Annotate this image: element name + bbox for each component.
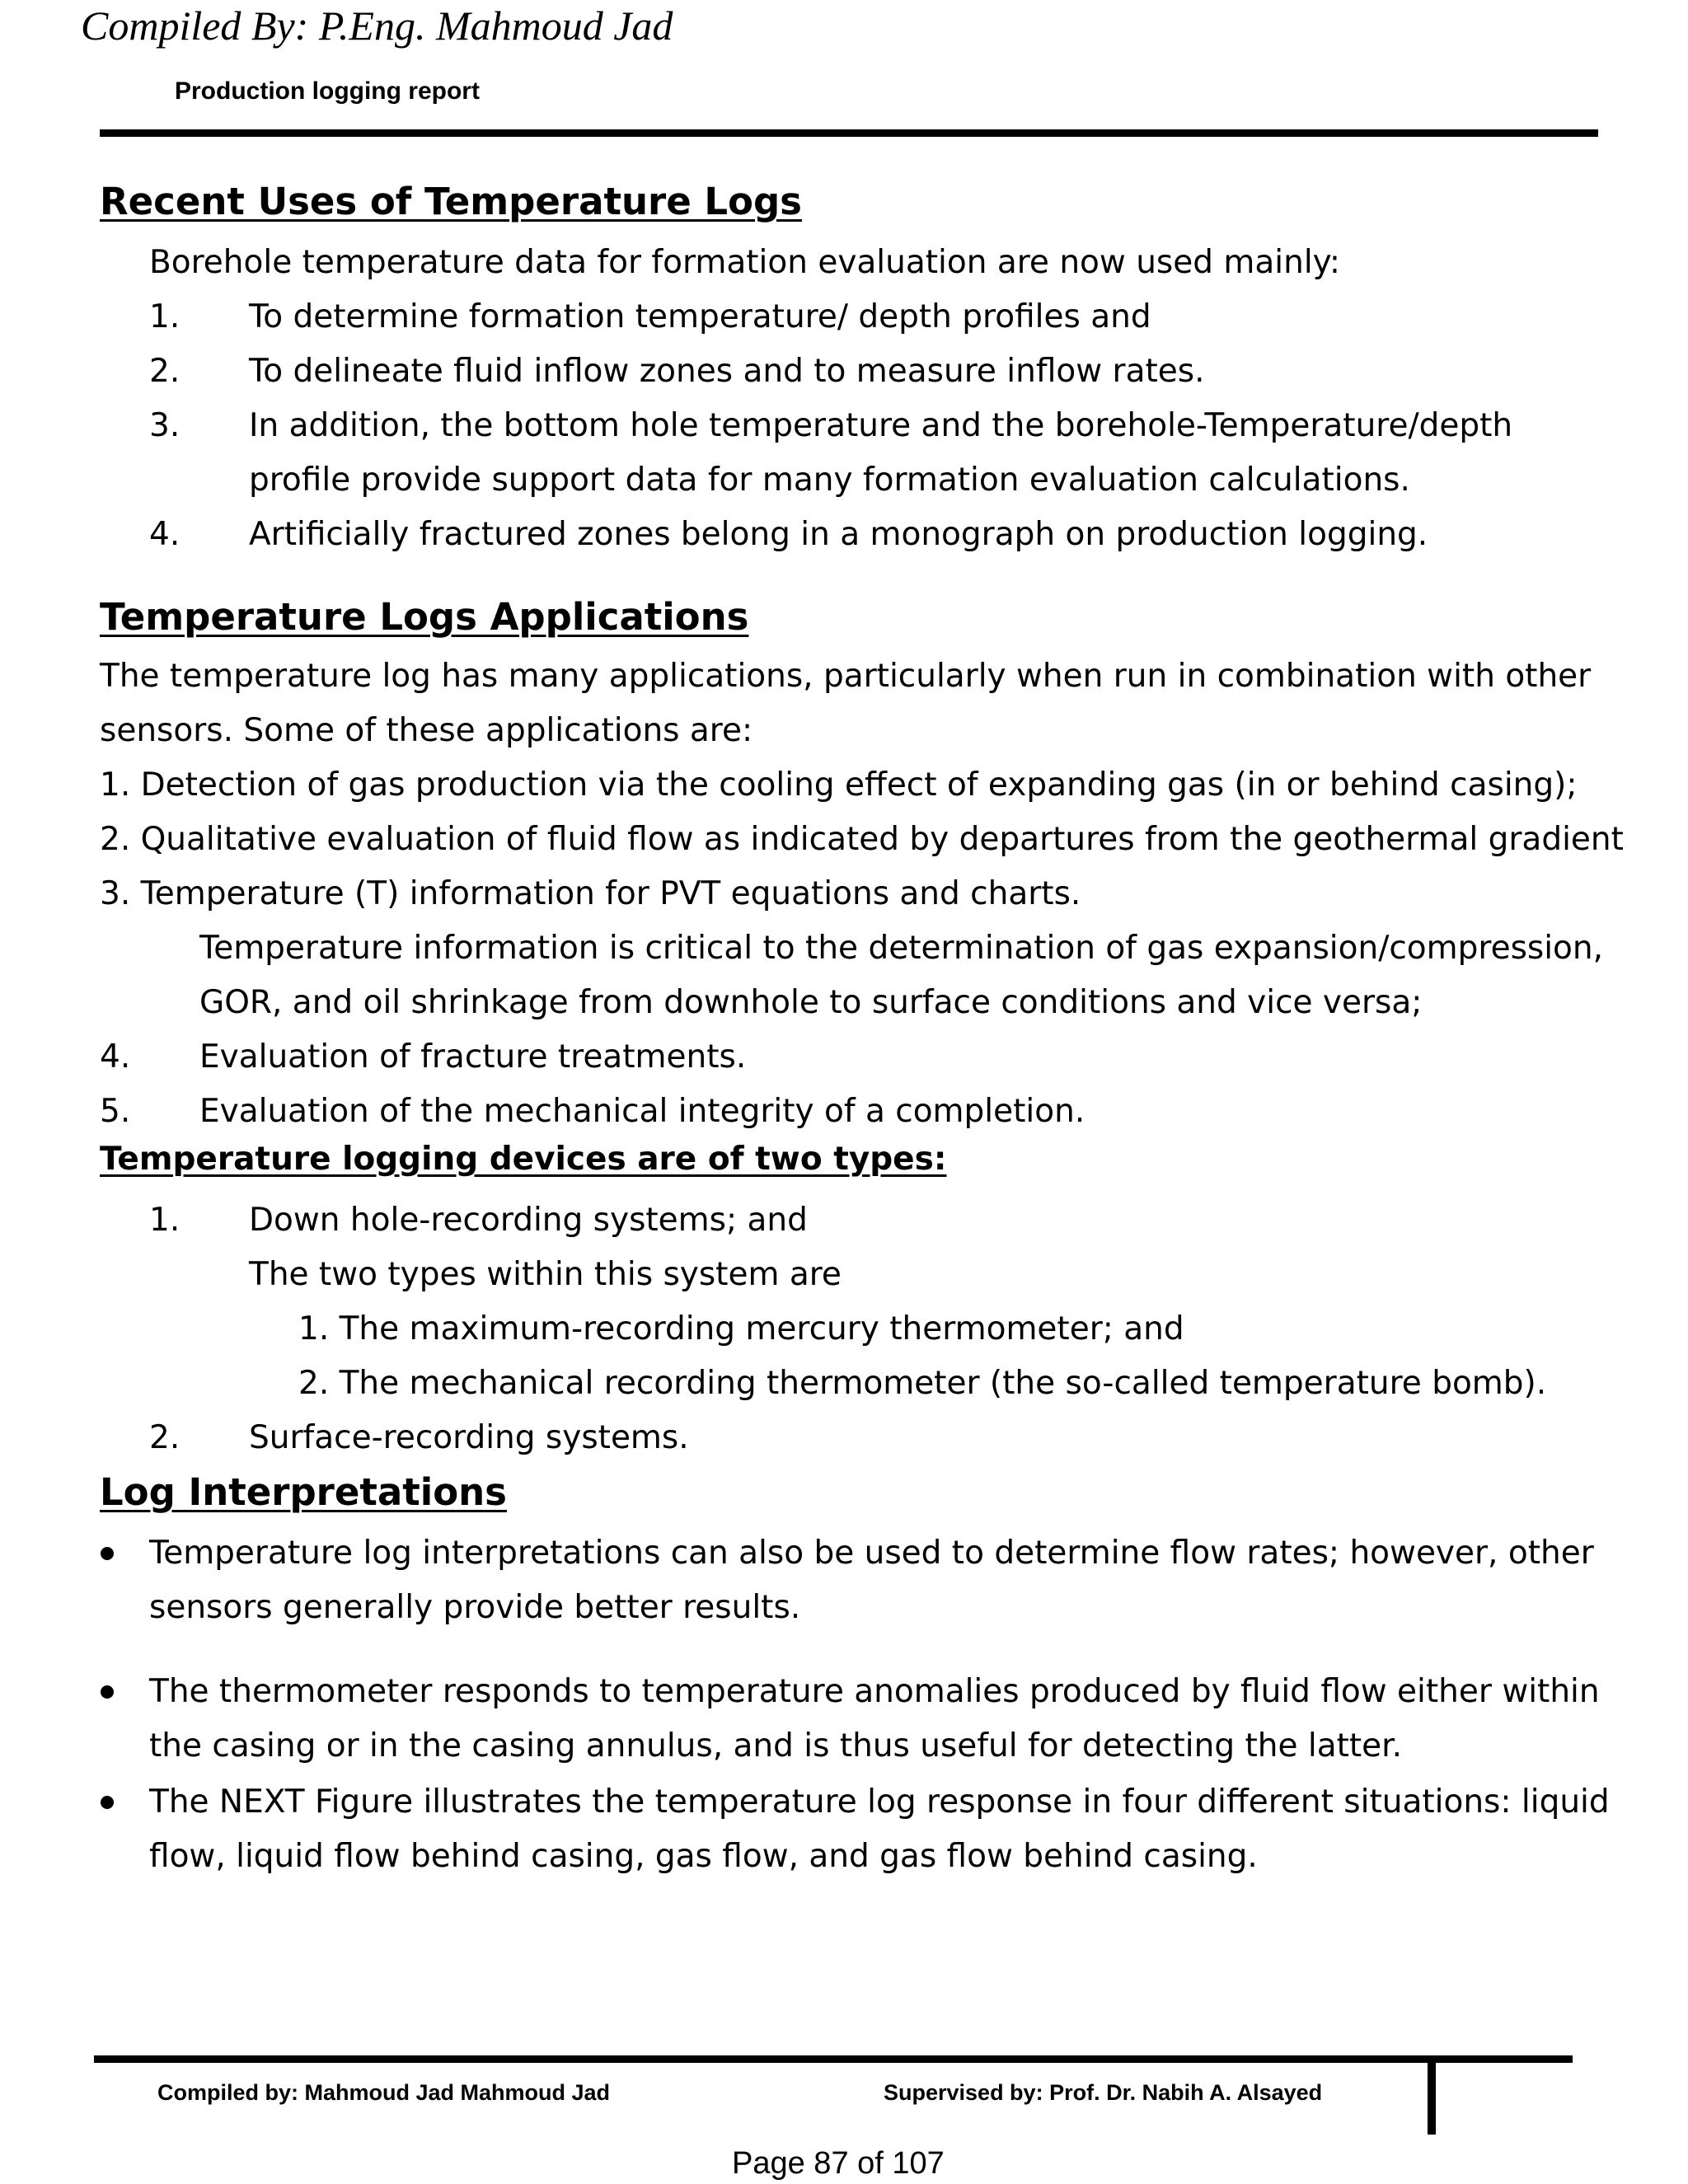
footer-supervised: Supervised by: Prof. Dr. Nabih A. Alsayed	[884, 2080, 1323, 2105]
applications-heading: Temperature Logs Applications	[100, 595, 749, 639]
applications-item-num: 5.	[100, 1093, 131, 1130]
devices-subitem: 2. The mechanical recording thermometer (the so-called temperature bomb).	[298, 1365, 1547, 1402]
applications-item-text: Evaluation of fracture treatments.	[199, 1038, 747, 1076]
recent-item-text: To delineate fluid inflow zones and to measure inflow rates.	[249, 353, 1205, 390]
applications-intro: The temperature log has many applications, particularly when run in combination with other	[100, 658, 1592, 695]
recent-item-num: 1.	[149, 298, 181, 335]
applications-item-text: Evaluation of the mechanical integrity of a completion.	[199, 1093, 1085, 1130]
footer-compiled: Compiled by: Mahmoud Jad Mahmoud Jad	[157, 2080, 611, 2105]
devices-item-text: Surface-recording systems.	[249, 1419, 689, 1456]
recent-item-text: Artificially fractured zones belong in a monograph on production logging.	[249, 516, 1428, 553]
devices-item-text: Down hole-recording systems; and	[249, 1202, 808, 1239]
applications-item: 2. Qualitative evaluation of fluid flow as indicated by departures from the geothermal gradient	[100, 821, 1624, 858]
applications-item: 1. Detection of gas production via the cooling effect of expanding gas (in or behind casing);	[100, 766, 1578, 804]
header-rule	[100, 129, 1598, 137]
recent-uses-heading: Recent Uses of Temperature Logs	[100, 180, 802, 223]
applications-note: Temperature information is critical to the determination of gas expansion/compression,	[199, 930, 1604, 967]
devices-item-num: 1.	[149, 1202, 181, 1239]
header-subtitle: Production logging report	[175, 77, 480, 105]
interpretations-heading: Log Interpretations	[100, 1470, 507, 1514]
recent-item-text-cont: profile provide support data for many formation evaluation calculations.	[249, 462, 1410, 499]
applications-note-cont: GOR, and oil shrinkage from downhole to surface conditions and vice versa;	[199, 984, 1423, 1021]
interpretation-bullet-text: The NEXT Figure illustrates the temperature log response in four different situations: liquid	[149, 1783, 1610, 1821]
recent-item-num: 3.	[149, 407, 181, 444]
header-compiled-by: Compiled By: P.Eng. Mahmoud Jad	[81, 2, 673, 49]
interpretation-bullet-text-cont: the casing or in the casing annulus, and is thus useful for detecting the latter.	[149, 1727, 1403, 1765]
recent-item-text: In addition, the bottom hole temperature and the borehole-Temperature/depth	[249, 407, 1513, 444]
recent-item-text: To determine formation temperature/ depth profiles and	[249, 298, 1151, 335]
recent-uses-intro: Borehole temperature data for formation evaluation are now used mainly:	[149, 244, 1341, 281]
interpretation-bullet-text-cont: sensors generally provide better results.	[149, 1589, 801, 1626]
bullet-icon	[101, 1796, 114, 1809]
recent-item-num: 2.	[149, 353, 181, 390]
applications-item-num: 4.	[100, 1038, 131, 1076]
footer-rule-vertical	[1428, 2060, 1436, 2135]
recent-item-num: 4.	[149, 516, 181, 553]
interpretation-bullet-text-cont: flow, liquid flow behind casing, gas flow, and gas flow behind casing.	[149, 1838, 1258, 1875]
applications-item: 3. Temperature (T) information for PVT equations and charts.	[100, 875, 1081, 912]
devices-subitem: 1. The maximum-recording mercury thermometer; and	[298, 1310, 1184, 1347]
interpretation-bullet-text: Temperature log interpretations can also be used to determine flow rates; however, other	[149, 1535, 1594, 1572]
devices-item-note: The two types within this system are	[249, 1256, 842, 1293]
bullet-icon	[101, 1685, 114, 1699]
devices-item-num: 2.	[149, 1419, 181, 1456]
devices-heading: Temperature logging devices are of two types:	[100, 1141, 947, 1178]
applications-intro-cont: sensors. Some of these applications are:	[100, 712, 753, 749]
bullet-icon	[101, 1547, 114, 1560]
footer-rule	[94, 2055, 1573, 2063]
interpretation-bullet-text: The thermometer responds to temperature anomalies produced by fluid flow either within	[149, 1673, 1600, 1710]
page-number: Page 87 of 107	[732, 2146, 945, 2181]
